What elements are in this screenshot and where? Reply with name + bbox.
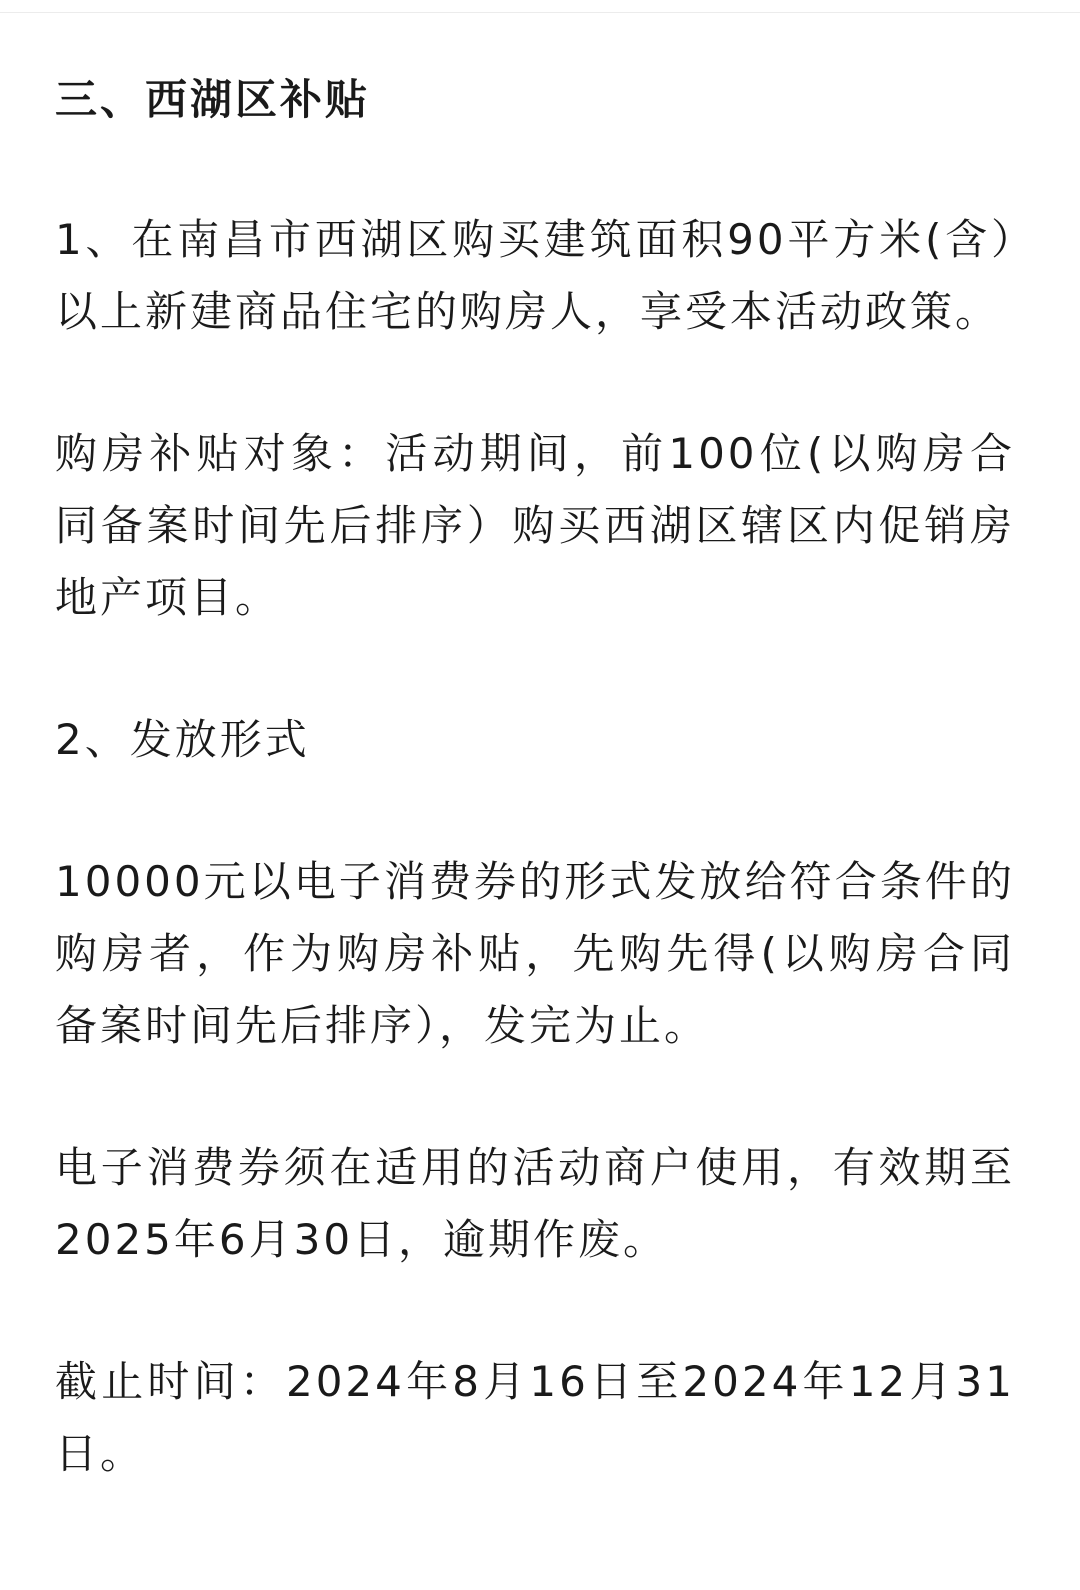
article-body [55,64,1015,1490]
paragraph-eligibility: 1、在南昌市西湖区购买建筑面积90平方米(含）以上新建商品住宅的购房人，享受本活动政策。 [55,215,1015,336]
top-divider [0,12,1080,13]
paragraph-distribution-method: 10000元以电子消费券的形式发放给符合条件的购房者，作为购房补贴，先购先得(以购房合同备案时间先后排序），发完为止。 [55,857,1015,1050]
paragraph-distribution-heading: 2、发放形式 [55,715,310,764]
paragraph-voucher-validity: 电子消费券须在适用的活动商户使用，有效期至2025年6月30日，逾期作废。 [55,1143,1015,1264]
paragraph-deadline: 截止时间：2024年8月16日至2024年12月31日。 [55,1357,1015,1478]
paragraph-subsidy-target: 购房补贴对象：活动期间，前100位(以购房合同备案时间先后排序）购买西湖区辖区内促销房地产项目。 [55,429,1015,622]
section-heading: 三、西湖区补贴 [55,75,371,124]
